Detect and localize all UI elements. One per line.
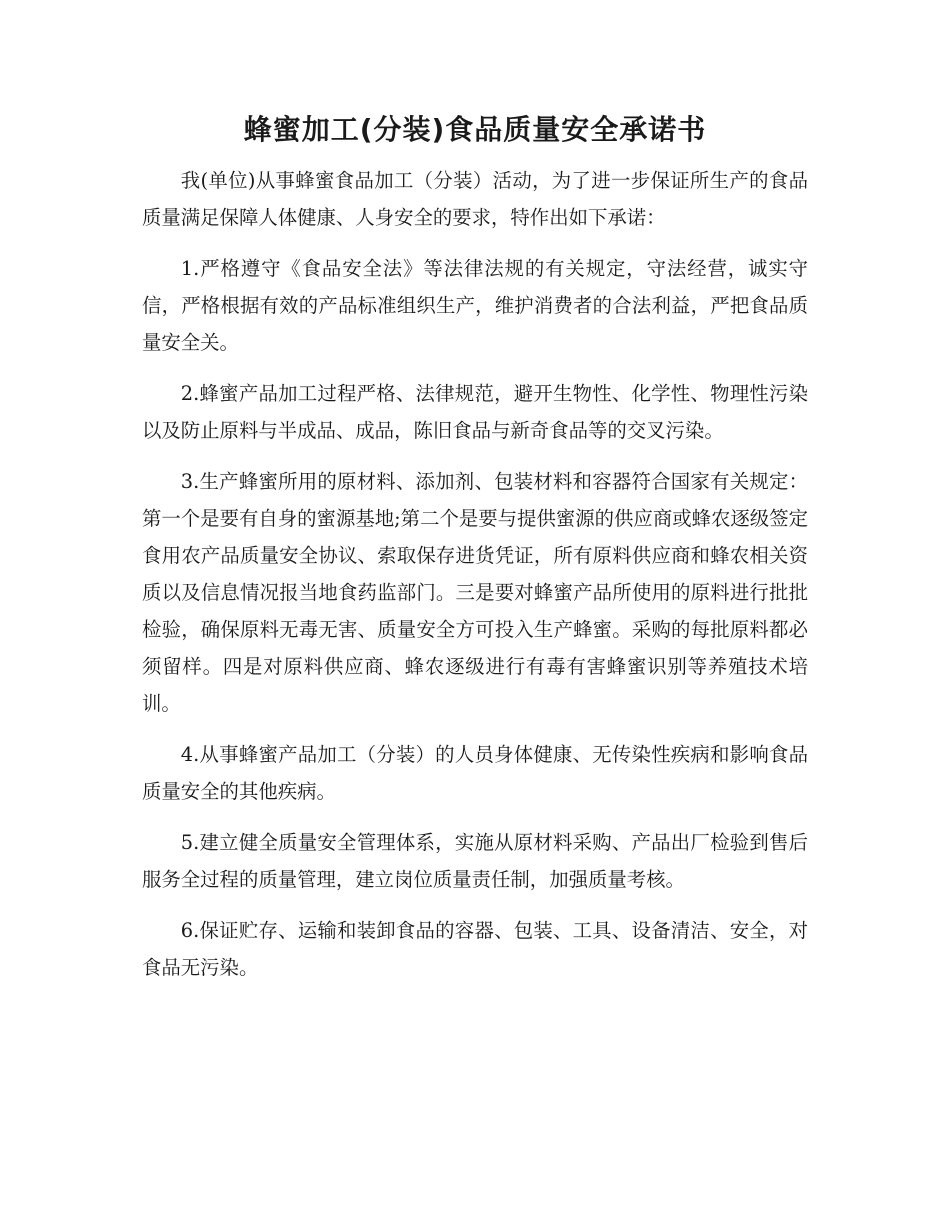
commitment-item-1: 1.严格遵守《食品安全法》等法律法规的有关规定，守法经营，诚实守信，严格根据有效的产品标准组织生产，维护消费者的合法利益，严把食品质量安全关。 [142, 257, 808, 354]
commitment-item-2: 2.蜂蜜产品加工过程严格、法律规范，避开生物性、化学性、物理性污染以及防止原料与半成品、成品，陈旧食品与新奇食品等的交叉污染。 [142, 382, 808, 442]
commitment-item-6: 6.保证贮存、运输和装卸食品的容器、包装、工具、设备清洁、安全，对食品无污染。 [142, 919, 808, 979]
commitment-item-4: 4.从事蜂蜜产品加工（分装）的人员身体健康、无传染性疾病和影响食品质量安全的其他疾病。 [142, 743, 808, 803]
intro-paragraph: 我(单位)从事蜂蜜食品加工（分装）活动，为了进一步保证所生产的食品质量满足保障人体健康、人身安全的要求，特作出如下承诺： [142, 169, 808, 229]
commitment-item-5: 5.建立健全质量安全管理体系，实施从原材料采购、产品出厂检验到售后服务全过程的质量管理，建立岗位质量责任制，加强质量考核。 [142, 831, 808, 891]
commitment-item-3: 3.生产蜂蜜所用的原材料、添加剂、包装材料和容器符合国家有关规定：第一个是要有自身的蜜源基地;第二个是要与提供蜜源的供应商或蜂农逐级签定食用农产品质量安全协议、索取保存进货凭证，所有原料供应商和蜂农相关资质以及信息情况报当地食药监部门。三是要对蜂蜜产品所使用的原料进行批批检验，确保原料无毒无害、质量安全方可投入生产蜂蜜。采购的每批原料都必须留样。四是对原料供应商、蜂农逐级进行有毒有害蜂蜜识别等养殖技术培训。 [142, 470, 808, 715]
document-title: 蜂蜜加工(分装)食品质量安全承诺书 [243, 113, 707, 146]
document-page [142, 108, 808, 986]
